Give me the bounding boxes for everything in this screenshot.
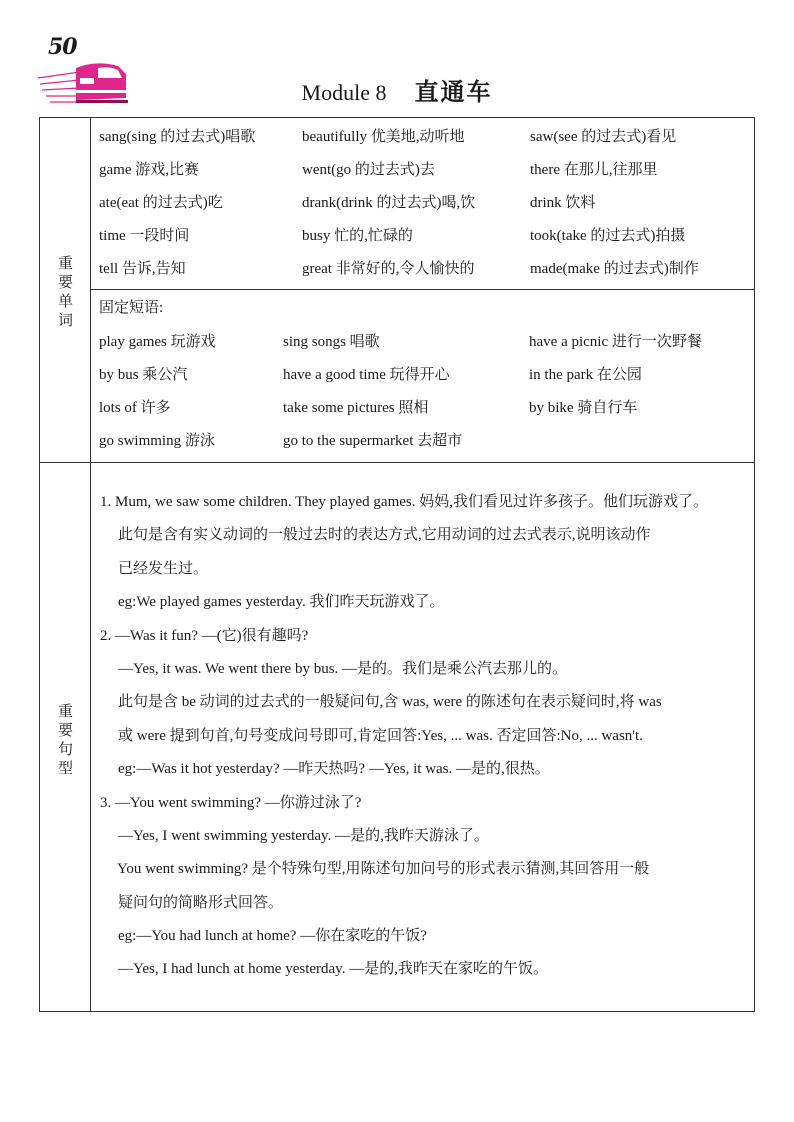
vocab-item: drink 饮料: [530, 195, 596, 211]
label-char: 要: [57, 721, 73, 739]
label-char: 词: [57, 311, 73, 329]
vocab-item: took(take 的过去式)拍摄: [530, 228, 686, 244]
phrase-item: go swimming 游泳: [99, 433, 215, 449]
content-table: [39, 117, 755, 1012]
sentence-line: eg:—You had lunch at home? —你在家吃的午饭?: [118, 928, 427, 945]
sentence-line: eg:—Was it hot yesterday? —昨天热吗? —Yes, it was. —是的,很热。: [118, 761, 550, 778]
vocab-item: there 在那儿,往那里: [530, 162, 658, 178]
words-label-cell: [40, 118, 91, 462]
sentences-label-cell: [40, 462, 91, 1011]
label-char: 重: [57, 254, 73, 272]
sentence-line: You went swimming? 是个特殊句型,用陈述句加问号的形式表示猜测,其回答用一般: [117, 861, 650, 878]
sentence-line: 1. Mum, we saw some children. They played games. 妈妈,我们看见过许多孩子。他们玩游戏了。: [100, 494, 708, 510]
phrase-item: take some pictures 照相: [283, 400, 429, 416]
vocab-item: saw(see 的过去式)看见: [530, 129, 677, 145]
row-divider: [40, 462, 754, 463]
sentences-vertical-label: [40, 702, 91, 778]
phrases-label: 固定短语:: [99, 300, 164, 316]
sentence-line: 此句是含有实义动词的一般过去时的表达方式,它用动词的过去式表示,说明该动作: [118, 527, 651, 544]
words-vertical-label: [40, 254, 91, 330]
phrases-divider: [91, 289, 754, 290]
label-char: 单: [57, 292, 73, 310]
sentence-line: —Yes, I went swimming yesterday. —是的,我昨天游泳了。: [118, 827, 489, 844]
sentence-line: —Yes, I had lunch at home yesterday. —是的,我昨天在家吃的午饭。: [118, 961, 548, 978]
module-title-cn: 直通车: [414, 80, 493, 106]
vocab-item: game 游戏,比赛: [99, 162, 199, 178]
phrase-item: have a picnic 进行一次野餐: [529, 334, 702, 350]
label-char: 重: [57, 702, 73, 720]
vocab-item: ate(eat 的过去式)吃: [99, 195, 223, 211]
sentence-line: 3. —You went swimming? —你游过泳了?: [100, 794, 362, 811]
sentence-patterns: [100, 486, 750, 987]
vocab-item: made(make 的过去式)制作: [530, 261, 699, 277]
vocab-item: great 非常好的,令人愉快的: [302, 261, 475, 277]
phrase-item: lots of 许多: [99, 400, 171, 416]
phrase-item: by bike 骑自行车: [529, 400, 638, 416]
phrase-item: have a good time 玩得开心: [283, 367, 450, 383]
vocab-item: went(go 的过去式)去: [302, 162, 435, 178]
vocab-item: tell 告诉,告知: [99, 261, 186, 277]
sentence-line: 已经发生过。: [118, 560, 209, 577]
sentence-line: 疑问句的简略形式回答。: [118, 894, 284, 911]
phrase-item: in the park 在公园: [529, 367, 642, 383]
module-label: Module 8: [301, 80, 387, 105]
label-char: 句: [57, 740, 73, 758]
phrase-item: go to the supermarket 去超市: [283, 433, 463, 449]
phrase-item: play games 玩游戏: [99, 334, 216, 350]
label-char: 要: [57, 273, 73, 291]
vocab-item: time 一段时间: [99, 228, 190, 244]
phrase-item: by bus 乘公汽: [99, 367, 188, 383]
page-title: [0, 72, 794, 107]
sentence-line: eg:We played games yesterday. 我们昨天玩游戏了。: [118, 594, 445, 611]
vocab-item: sang(sing 的过去式)唱歌: [99, 129, 256, 145]
phrase-item: sing songs 唱歌: [283, 334, 380, 350]
vocab-item: busy 忙的,忙碌的: [302, 228, 413, 244]
sentence-line: —Yes, it was. We went there by bus. —是的。我们是乘公汽去那儿的。: [118, 660, 568, 677]
vocab-item: drank(drink 的过去式)喝,饮: [302, 195, 476, 211]
sentence-line: 2. —Was it fun? —(它)很有趣吗?: [100, 627, 309, 644]
page-number: 50: [48, 34, 77, 60]
sentence-line: 或 were 提到句首,句号变成问号即可,肯定回答:Yes, ... was. 否定回答:No, ... wasn't.: [118, 727, 643, 744]
sentence-line: 此句是含 be 动词的过去式的一般疑问句,含 was, were 的陈述句在表示疑问时,将 was: [118, 694, 662, 711]
label-char: 型: [57, 759, 73, 777]
vocab-item: beautifully 优美地,动听地: [302, 129, 465, 145]
